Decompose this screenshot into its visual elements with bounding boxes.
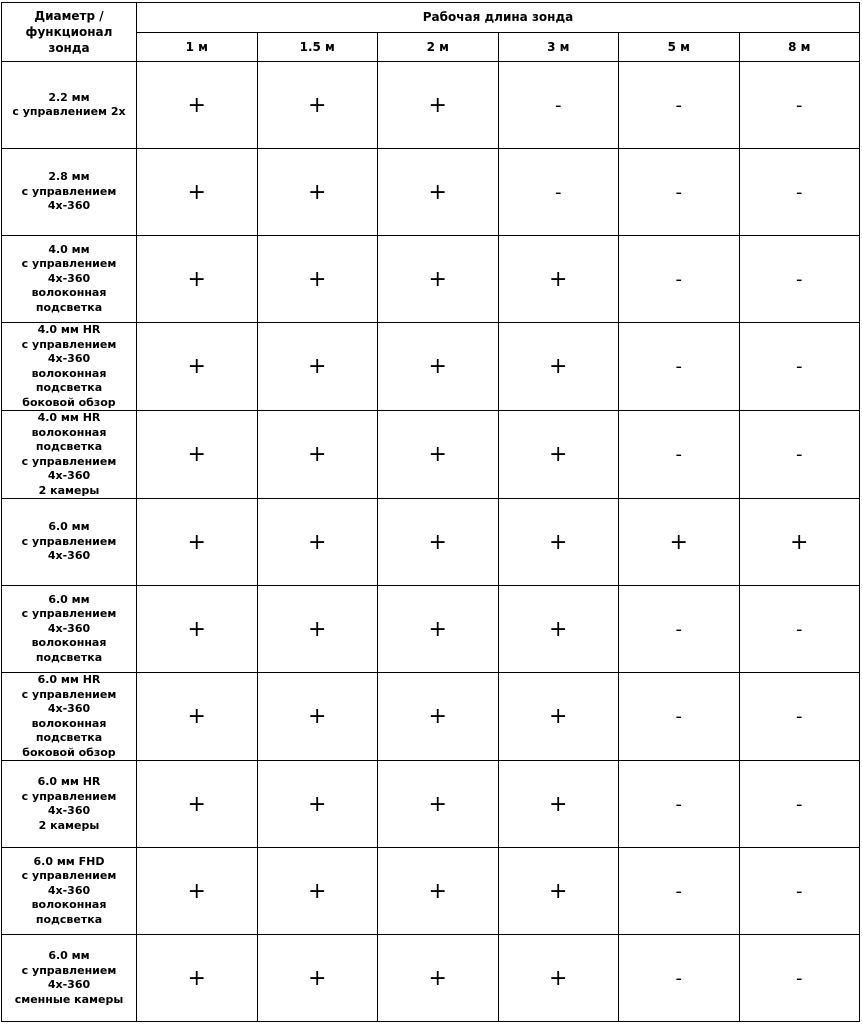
- availability-plus: +: [137, 848, 258, 935]
- table-body: [2, 62, 860, 1022]
- probe-description: [2, 411, 137, 499]
- availability-minus: -: [498, 149, 619, 236]
- probe-description-line: 4.0 мм HR: [37, 411, 101, 424]
- table-row: [2, 935, 860, 1022]
- availability-plus: +: [378, 673, 499, 761]
- probe-description-line: 2 камеры: [38, 483, 100, 497]
- probe-description-line: 4х-360: [47, 271, 91, 285]
- availability-plus: +: [378, 586, 499, 673]
- probe-description-line: 4х-360: [47, 804, 91, 817]
- availability-plus: +: [378, 149, 499, 236]
- probe-description-line: подсветка: [35, 381, 103, 394]
- probe-description: [2, 673, 137, 761]
- probe-description-line: 4х-360: [47, 352, 91, 365]
- availability-plus: +: [378, 411, 499, 499]
- table-row: [2, 761, 860, 848]
- probe-description-line: 4.0 мм HR: [37, 323, 101, 336]
- availability-plus: +: [137, 761, 258, 848]
- column-header: 1 м: [137, 32, 258, 62]
- availability-plus: +: [498, 935, 619, 1022]
- probe-description-line: с управлением: [21, 454, 117, 468]
- availability-plus: +: [137, 586, 258, 673]
- probe-description: [2, 848, 137, 935]
- availability-minus: -: [619, 935, 740, 1022]
- availability-minus: -: [619, 411, 740, 499]
- availability-minus: -: [739, 236, 860, 323]
- availability-minus: -: [739, 761, 860, 848]
- availability-minus: -: [739, 411, 860, 499]
- probe-description: [2, 761, 137, 848]
- probe-description-line: 6.0 мм: [48, 592, 90, 606]
- availability-plus: +: [619, 499, 740, 586]
- probe-description-line: 4.0 мм: [48, 242, 90, 256]
- availability-plus: +: [257, 323, 378, 411]
- availability-plus: +: [498, 499, 619, 586]
- probe-description-line: 4х-360: [47, 469, 91, 482]
- probe-description-line: с управлением: [21, 869, 117, 883]
- probe-description-line: подсветка: [35, 650, 103, 664]
- availability-plus: +: [257, 411, 378, 499]
- probe-description-line: боковой обзор: [22, 745, 116, 759]
- table-row: [2, 499, 860, 586]
- table-row: [2, 236, 860, 323]
- probe-description: [2, 586, 137, 673]
- probe-description-line: 6.0 мм FHD: [33, 854, 105, 868]
- probe-description-line: 4х-360: [47, 549, 91, 563]
- corner-header: [2, 3, 137, 62]
- availability-plus: +: [378, 935, 499, 1022]
- availability-minus: -: [619, 848, 740, 935]
- probe-description-line: 4х-360: [47, 883, 91, 897]
- probe-description-line: с управлением: [21, 789, 117, 803]
- probe-description: [2, 236, 137, 323]
- probe-description-line: волоконная: [31, 425, 107, 439]
- table-row: [2, 848, 860, 935]
- availability-plus: +: [257, 848, 378, 935]
- availability-plus: +: [257, 586, 378, 673]
- probe-description-line: волоконная: [31, 898, 107, 912]
- availability-plus: +: [137, 935, 258, 1022]
- availability-minus: -: [619, 62, 740, 149]
- availability-plus: +: [378, 236, 499, 323]
- availability-plus: +: [378, 323, 499, 411]
- probe-description-line: с управлением: [21, 534, 117, 548]
- availability-minus: -: [619, 586, 740, 673]
- probe-description-line: 6.0 мм: [48, 520, 90, 534]
- availability-plus: +: [257, 149, 378, 236]
- probe-description-line: 6.0 мм: [48, 949, 90, 962]
- column-header: 1.5 м: [257, 32, 378, 62]
- probe-description-line: сменные камеры: [14, 992, 124, 1006]
- availability-plus: +: [257, 236, 378, 323]
- availability-plus: +: [257, 673, 378, 761]
- probe-description-line: подсветка: [35, 300, 103, 314]
- probe-description-line: с управлением: [21, 257, 117, 271]
- probe-description-line: подсветка: [35, 440, 103, 453]
- probe-description: [2, 499, 137, 586]
- column-header: 8 м: [739, 32, 860, 62]
- probe-description-line: подсветка: [35, 731, 103, 744]
- availability-plus: +: [498, 673, 619, 761]
- availability-plus: +: [257, 62, 378, 149]
- availability-minus: -: [739, 935, 860, 1022]
- availability-plus: +: [137, 62, 258, 149]
- group-header: Рабочая длина зонда: [137, 3, 860, 33]
- probe-description-line: волоконная: [31, 716, 107, 730]
- table-row: [2, 149, 860, 236]
- availability-minus: -: [739, 62, 860, 149]
- availability-plus: +: [257, 499, 378, 586]
- table-row: [2, 411, 860, 499]
- probe-description-line: с управлением: [21, 337, 117, 351]
- probe-description-line: волоконная: [31, 636, 107, 650]
- probe-description: [2, 323, 137, 411]
- availability-plus: +: [498, 586, 619, 673]
- probe-description-line: с управлением: [21, 687, 117, 701]
- table-row: [2, 323, 860, 411]
- corner-header-line: зонда: [48, 41, 90, 55]
- availability-minus: -: [739, 586, 860, 673]
- probe-description-line: 4х-360: [47, 978, 91, 991]
- availability-minus: -: [619, 323, 740, 411]
- availability-minus: -: [619, 236, 740, 323]
- availability-minus: -: [619, 149, 740, 236]
- probe-description-line: 4х-360: [47, 621, 91, 635]
- availability-plus: +: [498, 411, 619, 499]
- probe-description: [2, 149, 137, 236]
- availability-plus: +: [378, 848, 499, 935]
- availability-plus: +: [739, 499, 860, 586]
- availability-plus: +: [137, 411, 258, 499]
- column-header: 2 м: [378, 32, 499, 62]
- probe-description-line: 6.0 мм HR: [37, 775, 101, 788]
- probe-description-line: волоконная: [31, 286, 107, 300]
- probe-description-line: с управлением: [21, 184, 117, 198]
- probe-description: [2, 935, 137, 1022]
- availability-plus: +: [498, 236, 619, 323]
- corner-header-line: Диаметр /: [34, 9, 104, 23]
- availability-plus: +: [498, 848, 619, 935]
- availability-plus: +: [378, 761, 499, 848]
- probe-description-line: 2.2 мм: [48, 90, 90, 104]
- availability-plus: +: [137, 149, 258, 236]
- probe-length-table: [1, 2, 860, 1022]
- availability-plus: +: [137, 673, 258, 761]
- probe-description-line: 6.0 мм HR: [37, 673, 101, 686]
- table-row: [2, 62, 860, 149]
- probe-description-line: с управлением: [21, 963, 117, 977]
- table-row: [2, 586, 860, 673]
- column-header: 5 м: [619, 32, 740, 62]
- availability-minus: -: [619, 673, 740, 761]
- availability-minus: -: [619, 761, 740, 848]
- probe-description-line: 2 камеры: [38, 818, 100, 832]
- availability-plus: +: [378, 499, 499, 586]
- availability-minus: -: [498, 62, 619, 149]
- availability-plus: +: [257, 761, 378, 848]
- availability-plus: +: [498, 761, 619, 848]
- probe-description-line: с управлением: [21, 607, 117, 621]
- probe-description-line: волоконная: [31, 366, 107, 380]
- corner-header-line: функционал: [25, 25, 113, 39]
- availability-minus: -: [739, 673, 860, 761]
- column-header: 3 м: [498, 32, 619, 62]
- probe-description-line: с управлением 2х: [12, 105, 126, 118]
- availability-plus: +: [137, 499, 258, 586]
- availability-minus: -: [739, 848, 860, 935]
- probe-description-line: подсветка: [35, 912, 103, 926]
- availability-plus: +: [137, 236, 258, 323]
- availability-plus: +: [257, 935, 378, 1022]
- availability-minus: -: [739, 323, 860, 411]
- probe-description-line: 4х-360: [47, 702, 91, 715]
- availability-plus: +: [378, 62, 499, 149]
- availability-plus: +: [498, 323, 619, 411]
- probe-description-line: 4х-360: [47, 199, 91, 213]
- availability-plus: +: [137, 323, 258, 411]
- probe-description-line: боковой обзор: [22, 395, 116, 409]
- probe-description: [2, 62, 137, 149]
- availability-minus: -: [739, 149, 860, 236]
- probe-description-line: 2.8 мм: [48, 170, 90, 184]
- table-row: [2, 673, 860, 761]
